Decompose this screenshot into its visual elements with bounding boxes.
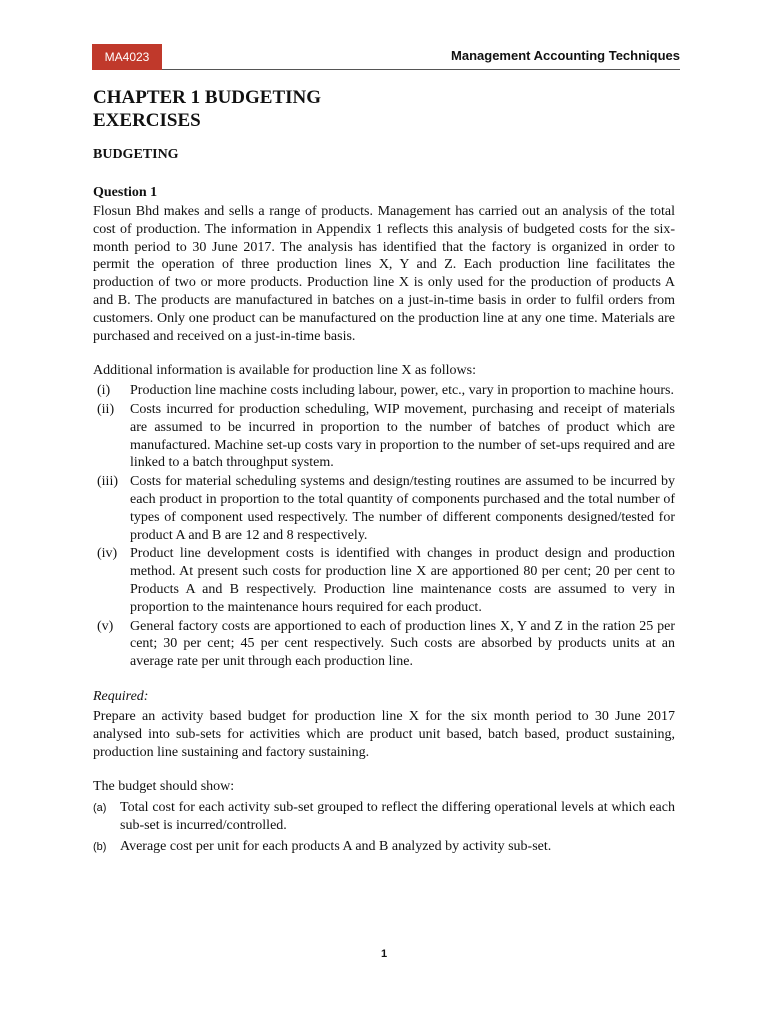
list-item-text: Average cost per unit for each products A and B analyzed by activity sub-set. (120, 838, 552, 854)
list-item (93, 838, 675, 857)
header-divider (162, 69, 680, 70)
list-item (93, 545, 675, 616)
page-number: 1 (380, 948, 388, 960)
list-item-text: Product line development costs is identified with changes in product design and production method. At present such costs for production line X are apportioned 80 per cent; 20 per cent to Products A and B respectively. Production line maintenance costs are assumed to very in proportion to the maintenance hours required for each product. (130, 546, 675, 615)
budget-requirements-list (93, 799, 675, 857)
list-item-marker: (iv) (97, 546, 118, 562)
course-code-badge: MA4023 (92, 44, 162, 70)
list-item-text: General factory costs are apportioned to each of production lines X, Y and Z in the ration 25 per cent; 30 per cent; 45 per cent respectively. Such costs are absorbed by products units at an average rate per unit through each production line. (130, 618, 675, 670)
list-item-text: Costs incurred for production scheduling, WIP movement, purchasing and receipt of materials are assumed to be incurred in proportion to the number of batches of product which are manufactured. Machine set-up costs vary in proportion to the number of set-ups required and are linked to a batch throughput system. (130, 401, 675, 471)
page-header (92, 44, 680, 70)
list-item-marker: (b) (93, 840, 107, 853)
list-item (93, 799, 675, 835)
list-item-text: Costs for material scheduling systems and design/testing routines are assumed to be incurred by each product in proportion to the total quantity of components purchased and the total number of types of component used respectively. The number of different components designed/tested for product A and B are 12 and 8 respectively. (130, 474, 675, 543)
list-item-text: Total cost for each activity sub-set grouped to reflect the differing operational levels at which each sub-set is incurred/controlled. (120, 800, 675, 833)
question-heading: Question 1 (93, 185, 158, 200)
list-item-marker: (a) (93, 802, 107, 815)
list-item (93, 382, 675, 400)
list-item-marker: (v) (97, 618, 114, 634)
required-paragraph: Prepare an activity based budget for production line X for the six month period to 30 June 2017 analysed into sub-sets for activities which are product unit based, batch based, product sustaining, production line sustaining and factory sustaining. (93, 708, 675, 760)
chapter-title-line-1: CHAPTER 1 BUDGETING (93, 87, 322, 108)
list-item-text: Production line machine costs including labour, power, etc., vary in proportion to machine hours. (130, 383, 674, 399)
list-item-marker: (ii) (97, 401, 115, 417)
page-content (93, 86, 675, 860)
list-item (93, 618, 675, 671)
chapter-title (93, 86, 675, 132)
chapter-title-line-2: EXERCISES (93, 110, 201, 131)
list-item-marker: (iii) (97, 474, 118, 490)
additional-info-list (93, 382, 675, 671)
course-title: Management Accounting Techniques (451, 48, 680, 63)
list-item (93, 401, 675, 472)
required-heading: Required: (93, 688, 149, 704)
section-heading: BUDGETING (93, 147, 179, 162)
list-item (93, 473, 675, 544)
additional-info-intro: Additional information is available for production line X as follows: (93, 363, 476, 379)
question-intro-paragraph: Flosun Bhd makes and sells a range of products. Management has carried out an analysis of the total cost of production. The information in Appendix 1 reflects this analysis of budgeted costs for the six-month period to 30 June 2017. The analysis has identified that the factory is organized in order to permit the operation of three production lines X, Y and Z. Each production line facilitates the production of two or more products. Production line X is only used for the production of products A and B. The products are manufactured in batches on a just-in-time basis in order to fulfil orders from customers. Only one product can be manufactured on the production line at any one time. Materials are purchased and received on a just-in-time basis. (93, 204, 675, 344)
list-item-marker: (i) (97, 383, 111, 399)
budget-show-intro: The budget should show: (93, 779, 235, 795)
